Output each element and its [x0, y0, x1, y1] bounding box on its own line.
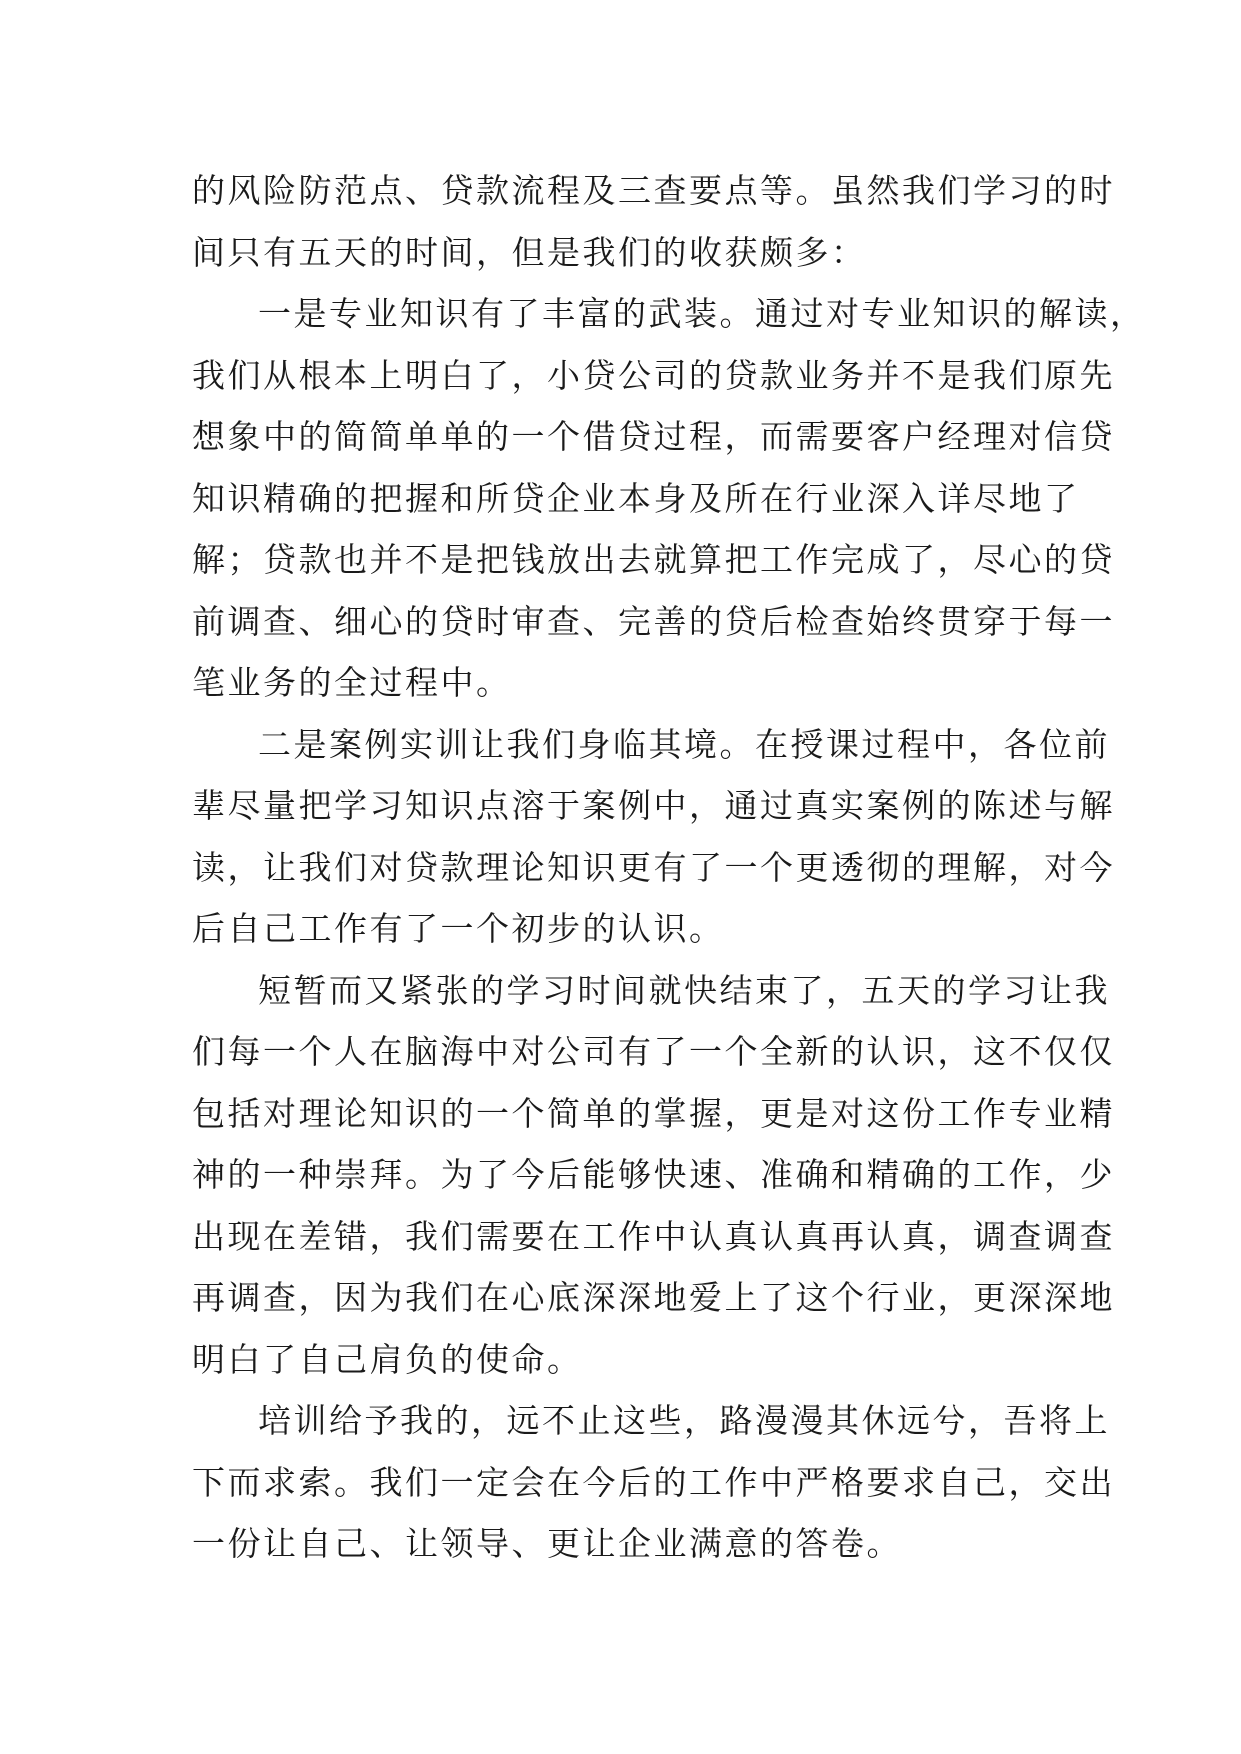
paragraph-start-line: 培训给予我的，远不止这些，路漫漫其休远兮，吾将上: [258, 1401, 1110, 1440]
text-line: 包括对理论知识的一个简单的掌握，更是对这份工作专业精: [192, 1093, 1115, 1133]
text-line: 们每一个人在脑海中对公司有了一个全新的认识，这不仅仅: [192, 1032, 1115, 1071]
text-line: 辈尽量把学习知识点溶于案例中，通过真实案例的陈述与解: [192, 786, 1115, 825]
text-line: 间只有五天的时间，但是我们的收获颇多：: [192, 232, 867, 272]
text-line: 出现在差错，我们需要在工作中认真认真再认真，调查调查: [192, 1216, 1115, 1256]
text-line: 的风险防范点、贷款流程及三查要点等。虽然我们学习的时: [192, 171, 1115, 210]
text-line: 前调查、细心的贷时审查、完善的贷后检查始终贯穿于每一: [192, 601, 1115, 641]
paragraph-start-line: 二是案例实训让我们身临其境。在授课过程中，各位前: [258, 724, 1110, 764]
text-line: 明白了自己肩负的使命。: [192, 1339, 583, 1379]
paragraph-start-line: 一是专业知识有了丰富的武装。通过对专业知识的解读，: [258, 294, 1146, 333]
text-line: 后自己工作有了一个初步的认识。: [192, 909, 725, 948]
text-line: 想象中的简简单单的一个借贷过程，而需要客户经理对信贷: [192, 417, 1115, 456]
text-line: 神的一种崇拜。为了今后能够快速、准确和精确的工作，少: [192, 1155, 1115, 1194]
text-line: 再调查，因为我们在心底深深地爱上了这个行业，更深深地: [192, 1278, 1115, 1317]
text-line: 一份让自己、让领导、更让企业满意的答卷。: [192, 1524, 902, 1563]
text-line: 知识精确的把握和所贷企业本身及所在行业深入详尽地了: [192, 478, 1080, 518]
text-line: 笔业务的全过程中。: [192, 663, 512, 702]
document-body: [192, 160, 1146, 1575]
text-line: 读，让我们对贷款理论知识更有了一个更透彻的理解，对今: [192, 847, 1115, 887]
text-line: 解；贷款也并不是把钱放出去就算把工作完成了，尽心的贷: [192, 540, 1115, 579]
text-line: 下而求索。我们一定会在今后的工作中严格要求自己，交出: [192, 1462, 1115, 1502]
text-line: 我们从根本上明白了，小贷公司的贷款业务并不是我们原先: [192, 355, 1115, 395]
paragraph-start-line: 短暂而又紧张的学习时间就快结束了，五天的学习让我: [258, 970, 1110, 1010]
